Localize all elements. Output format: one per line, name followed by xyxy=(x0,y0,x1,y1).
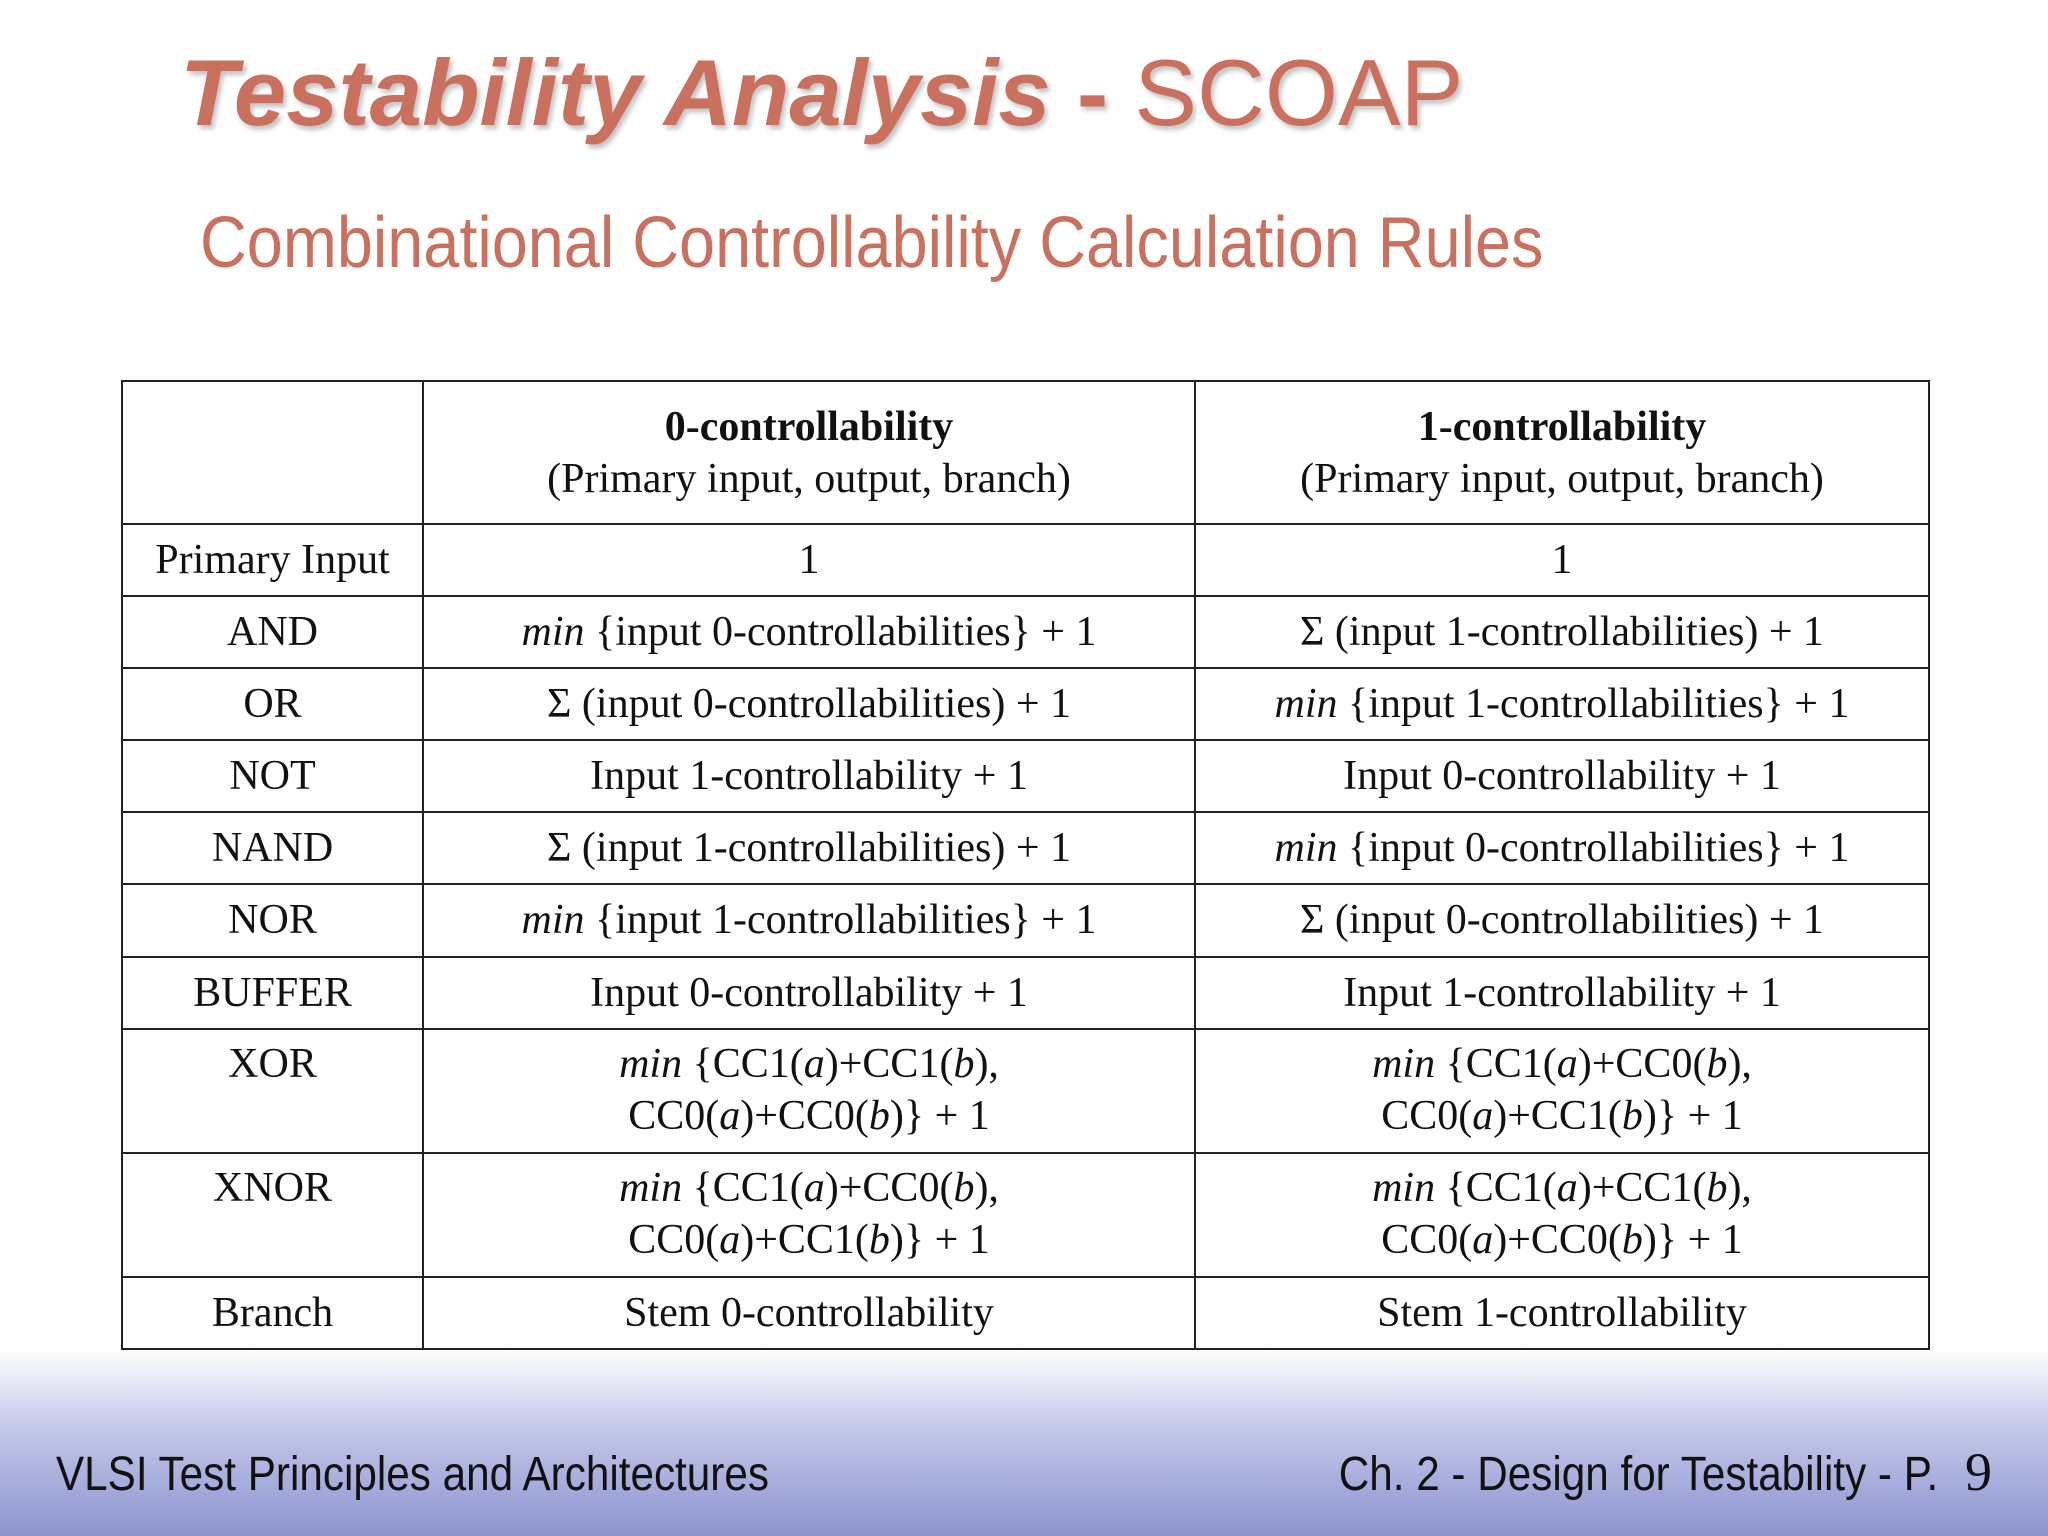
cc0-rule-cell: min {input 0-controllabilities} + 1 xyxy=(423,596,1195,668)
gate-name-cell: NAND xyxy=(122,812,423,884)
cc1-rule-cell: min {CC1(a)+CC1(b), CC0(a)+CC0(b)} + 1 xyxy=(1195,1153,1929,1277)
cc1-rule-cell: min {CC1(a)+CC0(b), CC0(a)+CC1(b)} + 1 xyxy=(1195,1029,1929,1153)
table-row xyxy=(122,596,1929,668)
gate-name-cell: XNOR xyxy=(122,1153,423,1277)
cc1-rule-cell: min {input 1-controllabilities} + 1 xyxy=(1195,668,1929,740)
cc0-rule-cell: 1 xyxy=(423,524,1195,596)
table-row xyxy=(122,740,1929,812)
table-row xyxy=(122,668,1929,740)
gate-name-cell: NOT xyxy=(122,740,423,812)
title-suffix: SCOAP xyxy=(1134,40,1464,145)
cc0-rule-cell: Σ (input 1-controllabilities) + 1 xyxy=(423,812,1195,884)
title-main: Testability Analysis xyxy=(180,40,1051,145)
table-row xyxy=(122,957,1929,1029)
cc0-rule-cell: min {CC1(a)+CC1(b), CC0(a)+CC0(b)} + 1 xyxy=(423,1029,1195,1153)
cc1-rule-cell: Σ (input 1-controllabilities) + 1 xyxy=(1195,596,1929,668)
table-header-row xyxy=(122,381,1929,524)
header-0-controllability xyxy=(423,381,1195,524)
header-empty-cell xyxy=(122,381,423,524)
table-row xyxy=(122,1153,1929,1277)
cc1-rule-cell: Input 1-controllability + 1 xyxy=(1195,957,1929,1029)
table-row xyxy=(122,812,1929,884)
table-row xyxy=(122,1277,1929,1349)
cc1-rule-cell: Stem 1-controllability xyxy=(1195,1277,1929,1349)
page-number: 9 xyxy=(1965,1442,1992,1502)
slide-title xyxy=(180,38,1463,148)
gate-name-cell: NOR xyxy=(122,884,423,956)
cc1-rule-cell: min {input 0-controllabilities} + 1 xyxy=(1195,812,1929,884)
gate-name-cell: Primary Input xyxy=(122,524,423,596)
cc0-rule-cell: Input 0-controllability + 1 xyxy=(423,957,1195,1029)
footer-chapter: Ch. 2 - Design for Testability - P. xyxy=(1338,1448,1938,1501)
gate-name-cell: Branch xyxy=(122,1277,423,1349)
table-row xyxy=(122,884,1929,956)
cc0-rule-cell: Σ (input 0-controllabilities) + 1 xyxy=(423,668,1195,740)
cc1-rule-cell: Σ (input 0-controllabilities) + 1 xyxy=(1195,884,1929,956)
header-0-subtitle: (Primary input, output, branch) xyxy=(547,455,1071,502)
footer-band xyxy=(0,1350,2048,1536)
gate-name-cell: BUFFER xyxy=(122,957,423,1029)
table-row xyxy=(122,524,1929,596)
slide-subtitle: Combinational Controllability Calculation Rules xyxy=(200,203,1544,283)
cc1-rule-cell: Input 0-controllability + 1 xyxy=(1195,740,1929,812)
header-1-title: 1-controllability xyxy=(1417,403,1707,450)
cc1-rule-cell: 1 xyxy=(1195,524,1929,596)
cc0-rule-cell: min {input 1-controllabilities} + 1 xyxy=(423,884,1195,956)
cc0-rule-cell: min {CC1(a)+CC0(b), CC0(a)+CC1(b)} + 1 xyxy=(423,1153,1195,1277)
cc0-rule-cell: Input 1-controllability + 1 xyxy=(423,740,1195,812)
footer-book-title: VLSI Test Principles and Architectures xyxy=(56,1448,769,1501)
controllability-rules-table xyxy=(121,380,1930,1350)
gate-name-cell: AND xyxy=(122,596,423,668)
gate-name-cell: OR xyxy=(122,668,423,740)
header-1-subtitle: (Primary input, output, branch) xyxy=(1300,455,1824,502)
title-separator: - xyxy=(1076,40,1109,145)
header-1-controllability xyxy=(1195,381,1929,524)
header-0-title: 0-controllability xyxy=(664,403,954,450)
table-row xyxy=(122,1029,1929,1153)
cc0-rule-cell: Stem 0-controllability xyxy=(423,1277,1195,1349)
gate-name-cell: XOR xyxy=(122,1029,423,1153)
